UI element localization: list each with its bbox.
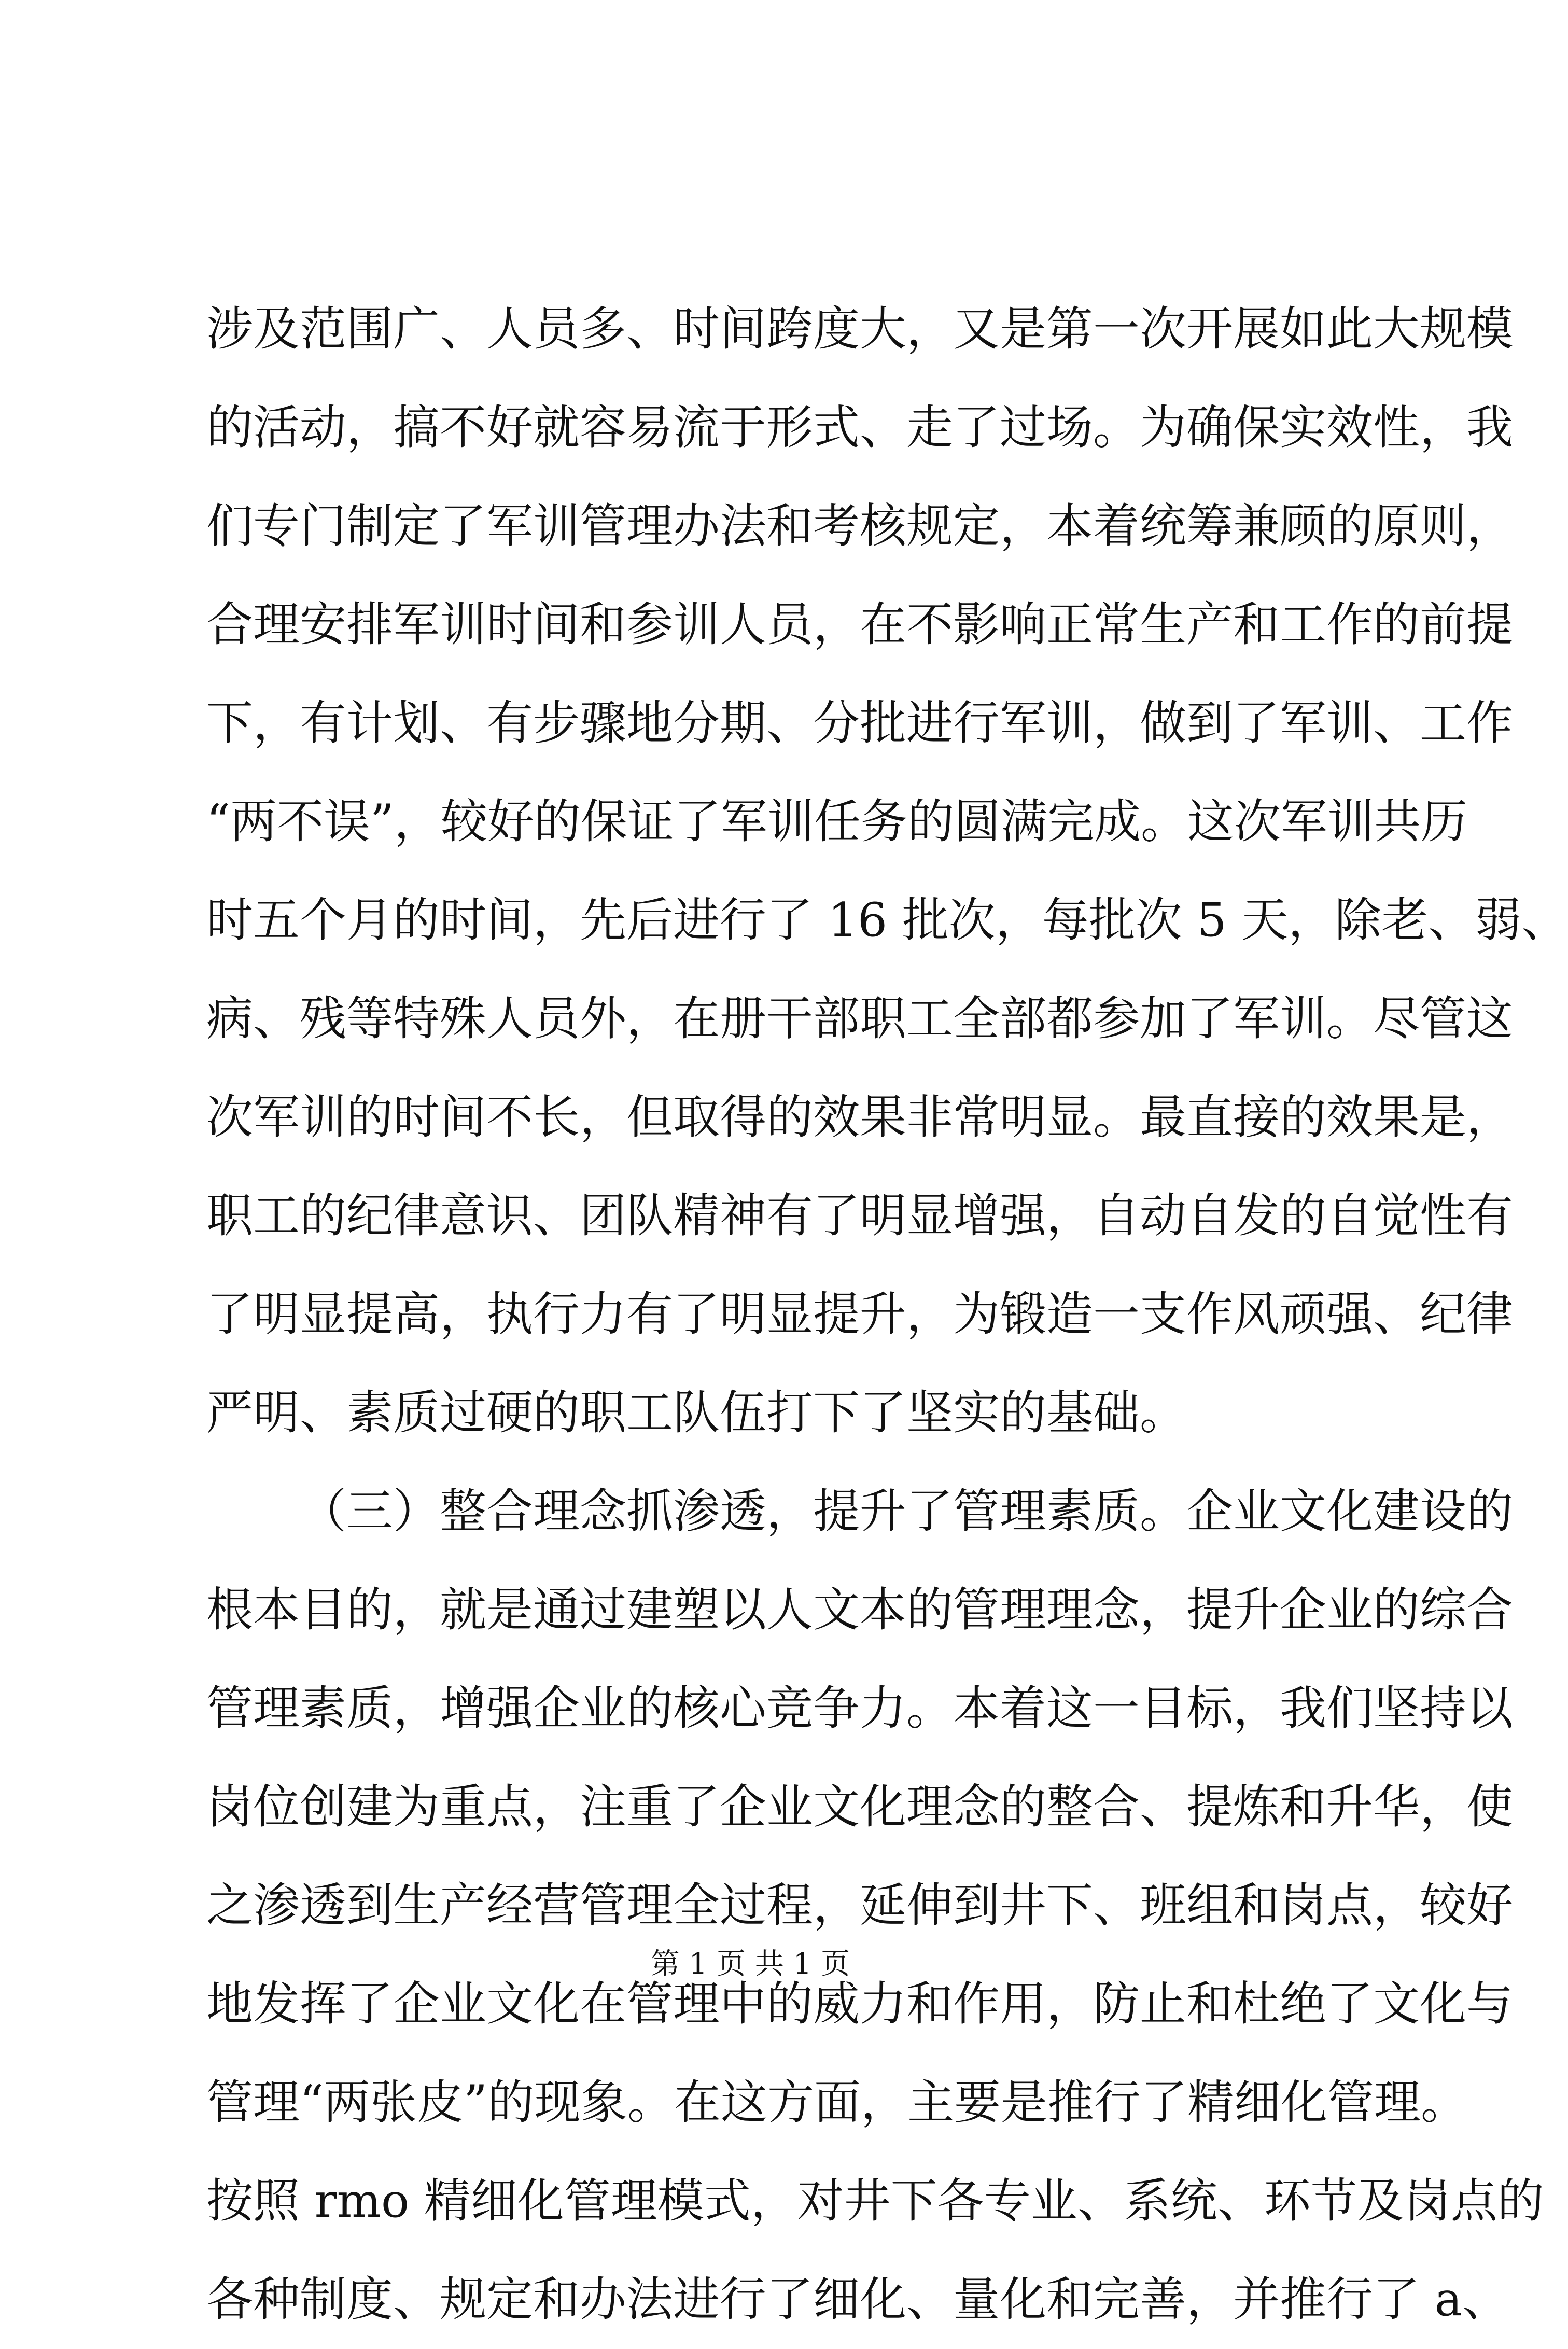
text-line-4: 合理安排军训时间和参训人员，在不影响正常生产和工作的前提 xyxy=(206,597,1513,652)
text-line-10: 职工的纪律意识、团队精神有了明显增强，自动自发的自觉性有 xyxy=(206,1189,1513,1243)
text-line-7: 时五个月的时间，先后进行了 16 批次，每批次 5 天，除老、弱、 xyxy=(206,893,1568,947)
text-line-21: 各种制度、规定和办法进行了细化、量化和完善，并推行了 a、 xyxy=(206,2272,1509,2327)
page-footer: 第 1 页 共 1 页 xyxy=(650,1947,850,1981)
text-line-6: “两不误”，较好的保证了军训任务的圆满完成。这次军训共历 xyxy=(206,794,1468,849)
text-line-3: 们专门制定了军训管理办法和考核规定，本着统筹兼顾的原则， xyxy=(206,499,1513,553)
text-line-1: 涉及范围广、人员多、时间跨度大，又是第一次开展如此大规模 xyxy=(206,302,1513,356)
text-line-18: 地发挥了企业文化在管理中的威力和作用，防止和杜绝了文化与 xyxy=(206,1977,1513,2031)
text-line-15: 管理素质，增强企业的核心竞争力。本着这一目标，我们坚持以 xyxy=(206,1681,1513,1736)
text-line-19: 管理“两张皮”的现象。在这方面，主要是推行了精细化管理。 xyxy=(206,2075,1468,2130)
text-line-20: 按照 rmo 精细化管理模式，对井下各专业、系统、环节及岗点的 xyxy=(206,2174,1544,2228)
text-line-8: 病、残等特殊人员外，在册干部职工全部都参加了军训。尽管这 xyxy=(206,991,1513,1046)
text-line-5: 下，有计划、有步骤地分期、分批进行军训，做到了军训、工作 xyxy=(206,696,1513,750)
section-heading-line: （三）整合理念抓渗透，提升了管理素质。企业文化建设的 xyxy=(300,1484,1513,1539)
body-text xyxy=(206,280,1568,2349)
text-line-14: 根本目的，就是通过建塑以人文本的管理理念，提升企业的综合 xyxy=(206,1583,1513,1637)
text-line-9: 次军训的时间不长，但取得的效果非常明显。最直接的效果是， xyxy=(206,1090,1513,1144)
text-line-2: 的活动，搞不好就容易流于形式、走了过场。为确保实效性，我 xyxy=(206,400,1513,455)
text-line-16: 岗位创建为重点，注重了企业文化理念的整合、提炼和升华，使 xyxy=(206,1780,1513,1834)
text-line-17: 之渗透到生产经营管理全过程，延伸到井下、班组和岗点，较好 xyxy=(206,1878,1513,1933)
text-line-12: 严明、素质过硬的职工队伍打下了坚实的基础。 xyxy=(206,1386,1186,1440)
text-line-11: 了明显提高，执行力有了明显提升，为锻造一支作风顽强、纪律 xyxy=(206,1287,1513,1341)
